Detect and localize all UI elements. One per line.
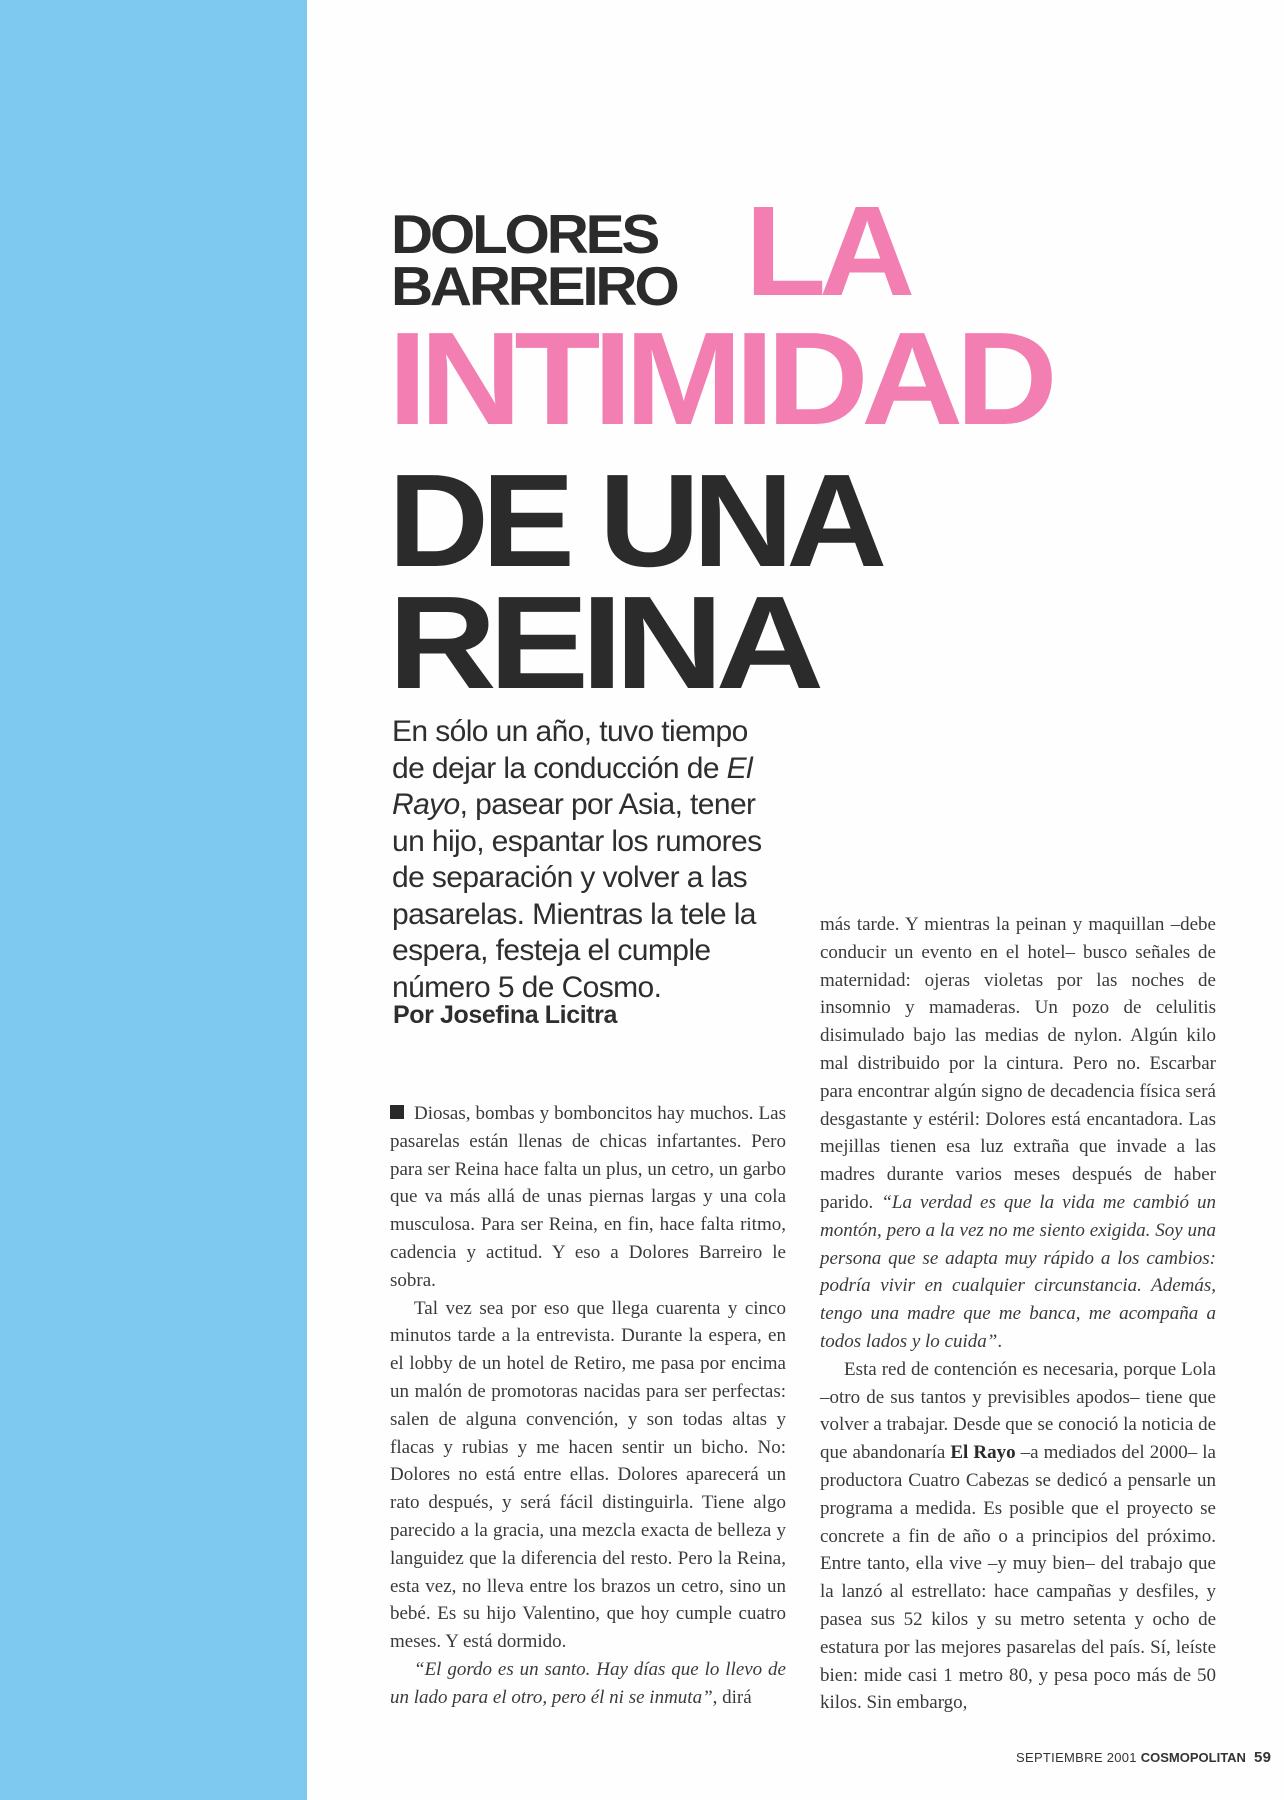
- paragraph-5: [820, 1356, 1216, 1717]
- paragraph-4-text: más tarde. Y mientras la peinan y maquillan –debe conducir un evento en el hotel– busco señales de maternidad: ojeras violetas por las noches de insomnio y mamaderas. Un pozo de celulitis disimulado bajo las medias de nylon. Algún kilo mal distribuido por la cintura. Pero no. Escarbar para encontrar algún signo de decadencia física será desgastante y estéril: Dolores está encantadora. Las mejillas tienen esa luz extraña que invade a las madres durante varios meses después de haber parido.: [820, 914, 1216, 1213]
- article-deck: [392, 714, 787, 1006]
- paragraph-3: [390, 1656, 786, 1712]
- paragraph-1: [390, 1100, 786, 1295]
- sidebar-blue-band: [0, 0, 307, 1800]
- paragraph-4-end: .: [997, 1330, 1003, 1352]
- paragraph-4: [820, 911, 1216, 1356]
- footer-date: SEPTIEMBRE 2001: [1016, 1750, 1137, 1765]
- deck-text-start: En sólo un año, tuvo tiempo de dejar la conducción de: [392, 715, 748, 785]
- paragraph-2: Tal vez sea por eso que llega cuarenta y cinco minutos tarde a la entrevista. Durante la espera, en el lobby de un hotel de Retiro, me pasa por encima un malón de promotoras nacidas para ser perfectas: salen de alguna convención, y son todas altas y flacas y rubias y me hacen sentir un bicho. No: Dolores no está entre ellas. Dolores aparecerá un rato después, y será fácil distinguirla. Tiene algo parecido a la gracia, una mezcla exacta de belleza y languidez que la diferencia del resto. Pero la Reina, esta vez, no lleva entre los brazos un cetro, sino un bebé. Es su hijo Valentino, que hoy cumple cuatro meses. Y está dormido.: [390, 1297, 786, 1653]
- paragraph-3-tail: , dirá: [712, 1686, 752, 1708]
- headline-intimidad: INTIMIDAD: [388, 305, 1051, 452]
- deck-text-end: , pasear por Asia, tener un hijo, espantar los rumores de separación y volver a las pasarelas. Mientras la tele la espera, festeja el cumple número 5 de Cosmo.: [392, 788, 762, 1004]
- page-number: 59: [1253, 1749, 1272, 1766]
- headline-reina: REINA: [388, 569, 817, 716]
- deck-show-title: El Rayo: [392, 751, 753, 821]
- subject-name: [391, 203, 677, 317]
- paragraph-5-end: –a mediados del 2000– la productora Cuatro Cabezas se dedicó a pensarle un programa a medida. Es posible que el proyecto se concrete a fin de año o a principios del próximo. Entre tanto, ella vive –y muy bien– del trabajo que la lanzó al estrellato: hace campañas y desfiles, y pasea sus 52 kilos y su metro setenta y ocho de estatura por las mejores pasarelas del país. Sí, leíste bien: mide casi 1 metro 80, y pesa poco más de 50 kilos. Sin embargo,: [820, 1442, 1216, 1714]
- headline-de-una: DE UNA: [388, 447, 880, 594]
- name-line-last: BARREIRO: [391, 255, 677, 317]
- paragraph-5-show-title: El Rayo: [950, 1442, 1016, 1464]
- byline: Por Josefina Licitra: [393, 1001, 618, 1029]
- footer-magazine: COSMOPOLITAN: [1140, 1750, 1246, 1765]
- body-column-right: [820, 911, 1216, 1717]
- headline-la: LA: [745, 180, 908, 323]
- name-line-first: DOLORES: [391, 203, 658, 265]
- paragraph-5-start: Esta red de contención es necesaria, porque Lola –otro de sus tantos y previsibles apodos– tiene que volver a trabajar. Desde que se conoció la noticia de que abandonaría: [820, 1358, 1216, 1464]
- start-bullet-icon: [390, 1105, 404, 1119]
- body-column-left: [390, 1100, 786, 1712]
- paragraph-3-quote: “El gordo es un santo. Hay días que lo llevo de un lado para el otro, pero él ni se inmuta”: [390, 1658, 786, 1708]
- paragraph-1-text: Diosas, bombas y bomboncitos hay muchos. Las pasarelas están llenas de chicas infartantes. Pero para ser Reina hace falta un plus, un cetro, un garbo que va más allá de unas piernas largas y una cola musculosa. Para ser Reina, en fin, hace falta ritmo, cadencia y actitud. Y eso a Dolores Barreiro le sobra.: [390, 1103, 786, 1291]
- paragraph-4-quote: “La verdad es que la vida me cambió un montón, pero a la vez no me siento exigida. Soy una persona que se adapta muy rápido a los cambios: podría vivir en cualquier circunstancia. Además, tengo una madre que me banca, me acompaña a todos lados y lo cuida”: [820, 1191, 1216, 1352]
- page-footer: [1016, 1749, 1271, 1766]
